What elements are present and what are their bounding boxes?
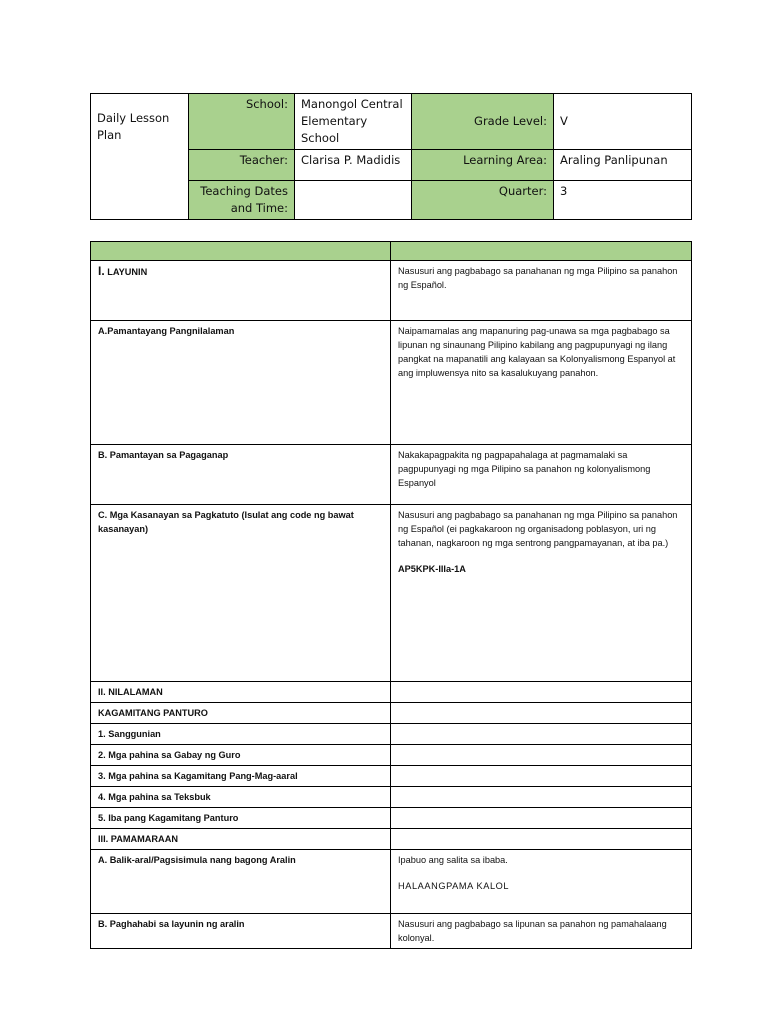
row-label-paghahabi: B. Paghahabi sa layunin ng aralin — [91, 914, 391, 949]
row-label-sanggunian: 1. Sanggunian — [91, 724, 391, 745]
row-label-layunin — [91, 261, 391, 321]
row-label-kasanayan: C. Mga Kasanayan sa Pagkatuto (Isulat ang code ng bawat kasanayan) — [91, 505, 391, 682]
kasanayan-text: Nasusuri ang pagbabago sa panahanan ng mga Pilipino sa panahon ng Español (ei pagkakaroon ng organisadong poblasyon, uri ng tahanan, nagkaroon ng mga sentrong pangpamayanan, at iba pa.) — [398, 510, 678, 548]
row-text-paghahabi: Nasusuri ang pagbabago sa lipunan sa panahon ng pamahalaang kolonyal. — [391, 914, 692, 949]
teacher-label: Teacher: — [189, 150, 295, 181]
row-text-balik-aral — [391, 850, 692, 914]
row-label-pamantayan-sa-pagaganap: B. Pamantayan sa Pagaganap — [91, 445, 391, 505]
document-title: Daily Lesson Plan — [91, 94, 189, 220]
row-label-kagamitang-panturo: KAGAMITANG PANTURO — [91, 703, 391, 724]
row-text-iba-pang-kagamitan — [391, 808, 692, 829]
row-label-kagamitang-pang-mag-aaral: 3. Mga pahina sa Kagamitang Pang-Mag-aaral — [91, 766, 391, 787]
row-text-gabay-ng-guro — [391, 745, 692, 766]
learning-area-label: Learning Area: — [412, 150, 554, 181]
header-cell-right — [391, 242, 692, 261]
row-label-gabay-ng-guro: 2. Mga pahina sa Gabay ng Guro — [91, 745, 391, 766]
row-text-layunin: Nasusuri ang pagbabago sa panahanan ng mga Pilipino sa panahon ng Español. — [391, 261, 692, 321]
row-label-balik-aral: A. Balik-aral/Pagsisimula nang bagong Aralin — [91, 850, 391, 914]
teacher-value: Clarisa P. Madidis — [295, 150, 412, 181]
roman-numeral: I. — [98, 264, 105, 278]
grade-level-label: Grade Level: — [412, 94, 554, 150]
header-cell-left — [91, 242, 391, 261]
row-text-kasanayan — [391, 505, 692, 682]
balik-aral-instruction: Ipabuo ang salita sa ibaba. — [398, 855, 508, 865]
lesson-plan-body-table — [90, 241, 692, 949]
row-text-kagamitang-panturo — [391, 703, 692, 724]
row-text-pamamaraan — [391, 829, 692, 850]
row-label-pamantayang-pangnilalaman: A.Pamantayang Pangnilalaman — [91, 321, 391, 445]
grade-level-value: V — [554, 94, 692, 150]
teaching-dates-value — [295, 181, 412, 220]
row-text-teksbuk — [391, 787, 692, 808]
quarter-label: Quarter: — [412, 181, 554, 220]
row-text-pamantayan-sa-pagaganap: Nakakapagpakita ng pagpapahalaga at pagmamalaki sa pagpupunyagi ng mga Pilipino sa panahon ng kolonyalismong Espanyol — [391, 445, 692, 505]
row-text-sanggunian — [391, 724, 692, 745]
row-label-iba-pang-kagamitan: 5. Iba pang Kagamitang Panturo — [91, 808, 391, 829]
row-text-nilalaman — [391, 682, 692, 703]
row-label-pamamaraan: III. PAMAMARAAN — [91, 829, 391, 850]
row-text-kagamitang-pang-mag-aaral — [391, 766, 692, 787]
school-value: Manongol Central Elementary School — [295, 94, 412, 150]
quarter-value: 3 — [554, 181, 692, 220]
layunin-heading: LAYUNIN — [107, 267, 148, 277]
row-label-teksbuk: 4. Mga pahina sa Teksbuk — [91, 787, 391, 808]
learning-area-value: Araling Panlipunan — [554, 150, 692, 181]
row-text-pamantayang-pangnilalaman: Naipamamalas ang mapanuring pag-unawa sa mga pagbabago sa lipunan ng sinaunang Pilipino kabilang ang pagpupunyagi ng ilang pangkat na mapanatili ang kalayaan sa Kolonyalismong Espanyol at ang impluwensya nito sa kasalukuyang panahon. — [391, 321, 692, 445]
lesson-plan-header-table — [90, 93, 692, 220]
row-label-nilalaman: II. NILALAMAN — [91, 682, 391, 703]
kasanayan-code: AP5KPK-IIIa-1A — [398, 564, 466, 574]
school-label: School: — [189, 94, 295, 150]
jumbled-word: HALAANGPAMA KALOL — [398, 881, 510, 891]
teaching-dates-label: Teaching Dates and Time: — [189, 181, 295, 220]
